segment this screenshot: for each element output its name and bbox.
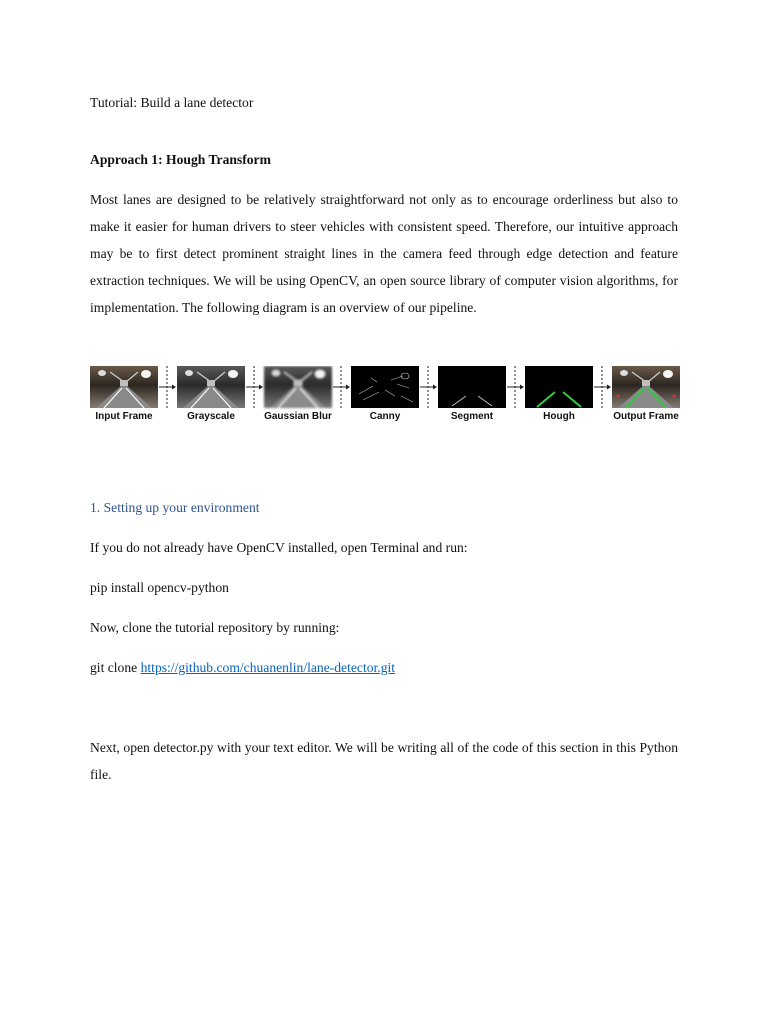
arrow-head	[172, 385, 176, 390]
arrow-head	[259, 385, 263, 390]
pipeline-label: Input Frame	[95, 411, 153, 422]
arrow-head	[346, 385, 350, 390]
intro-paragraph: Most lanes are designed to be relatively straightforward not only as to encourage orderliness but also to make it easier for human drivers to steer vehicles with consistent speed. Therefore, our intuitive approach may be to first detect prominent straight lines in the camera feed through edge detection and feature extraction techniques. We will be using OpenCV, an open source library of computer vision algorithms, for implementation. The following diagram is an overview of our pipeline.	[90, 192, 678, 315]
pipeline-stage-canny	[351, 366, 419, 422]
arrow-head	[433, 385, 437, 390]
setup-paragraph-2: Now, clone the tutorial repository by running:	[90, 620, 340, 635]
pipeline-label: Hough	[543, 411, 575, 422]
pipeline-label: Gaussian Blur	[264, 411, 332, 422]
pipeline-label: Canny	[369, 411, 401, 422]
pipeline-stage-segment	[438, 366, 506, 422]
arrow-head	[607, 385, 611, 390]
pipeline-label: Output Frame	[613, 411, 679, 422]
repository-link[interactable]: https://github.com/chuanenlin/lane-detector.git	[140, 660, 396, 675]
pipeline-stage-input-frame	[90, 366, 158, 422]
arrow-head	[520, 385, 524, 390]
setup-paragraph-3: Next, open detector.py with your text editor. We will be writing all of the code of this section in this Python file.	[90, 740, 678, 782]
clone-command	[90, 654, 678, 681]
approach-heading: Approach 1: Hough Transform	[90, 152, 271, 167]
install-command[interactable]: pip install opencv-python	[90, 580, 229, 595]
pipeline-stage-output-frame	[612, 366, 680, 422]
pipeline-label: Segment	[450, 411, 494, 422]
pipeline-stage-grayscale	[177, 366, 245, 422]
pipeline-stage-gaussian-blur	[264, 366, 332, 422]
pipeline-stage-hough	[525, 366, 593, 422]
section-heading-setup: 1. Setting up your environment	[90, 500, 260, 515]
clone-prefix: git clone	[90, 660, 141, 675]
pipeline-label: Grayscale	[187, 411, 235, 422]
pipeline-svg	[90, 366, 680, 426]
document-title: Tutorial: Build a lane detector	[90, 95, 254, 110]
setup-paragraph-1: If you do not already have OpenCV installed, open Terminal and run:	[90, 540, 468, 555]
pipeline-diagram	[90, 366, 680, 426]
